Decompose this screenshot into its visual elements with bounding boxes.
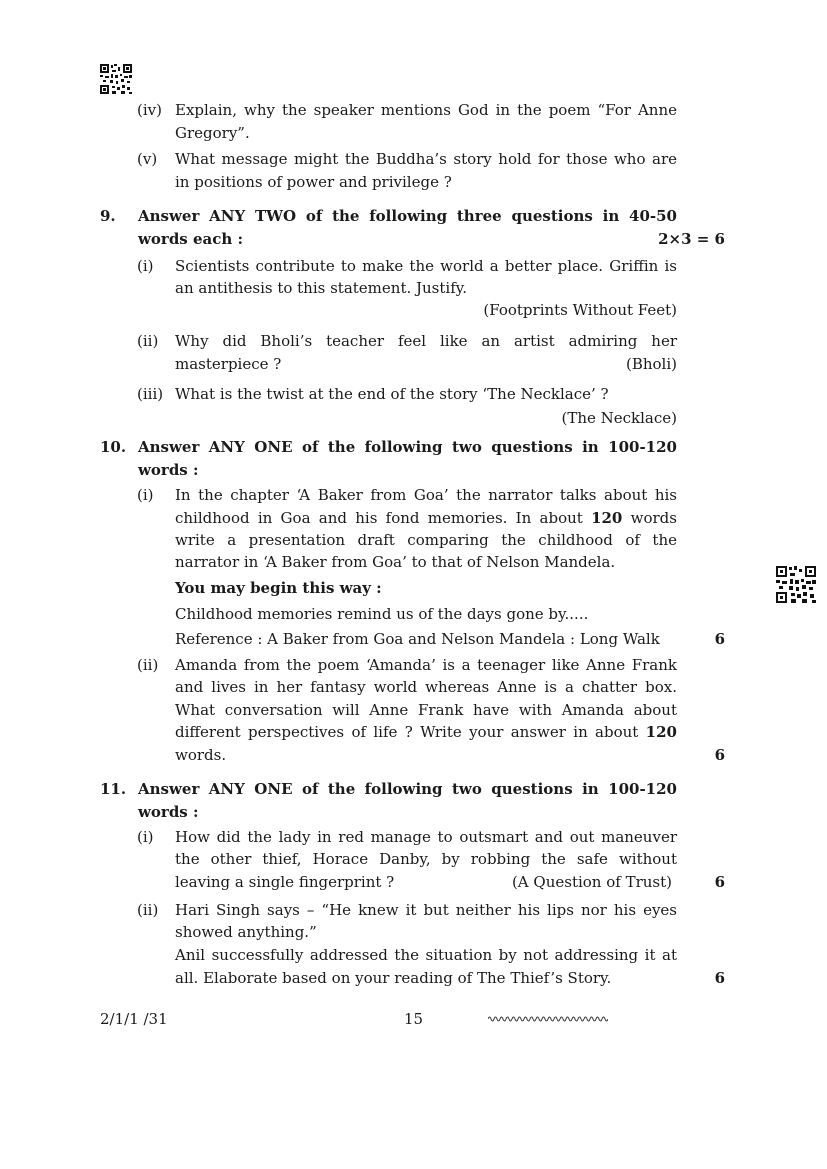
q10-i-line4: narrator in ‘A Baker from Goa’ to that of Nelson Mandela.	[175, 553, 616, 571]
q9-heading-line2: words each :	[138, 230, 244, 248]
q9-ii-line2: masterpiece ?	[175, 355, 282, 373]
q11-heading-line1: Answer ANY ONE of the following two questions in 100-120	[138, 780, 677, 798]
q11-i-number: (i)	[137, 828, 154, 846]
q11-heading-line2: words :	[138, 803, 199, 821]
q9-iii-line1: What is the twist at the end of the story ‘The Necklace’ ?	[175, 385, 609, 403]
q11-ii-line3: Anil successfully addressed the situation by not addressing it at	[175, 946, 677, 964]
qr-code-side-icon	[776, 566, 816, 603]
q9-heading-line1: Answer ANY TWO of the following three questions in 40-50	[138, 207, 677, 225]
q10-number: 10.	[100, 438, 127, 456]
page-number: 15	[404, 1010, 424, 1028]
q11-number: 11.	[100, 780, 127, 798]
qr-code-top-icon	[100, 64, 132, 94]
q8-iv-number: (iv)	[137, 101, 162, 119]
q10-i-begin-label: You may begin this way :	[175, 579, 382, 597]
wavy-line-icon	[488, 1015, 608, 1023]
q10-ii-marks: 6	[714, 746, 725, 764]
q11-i-source: (A Question of Trust)	[511, 873, 672, 891]
q9-ii-line1: Why did Bholi’s teacher feel like an artist admiring her	[175, 332, 677, 350]
q8-v-line1: What message might the Buddha’s story hold for those who are	[175, 150, 677, 168]
q9-iii-number: (iii)	[137, 385, 164, 403]
q11-ii-marks: 6	[714, 969, 725, 987]
q10-i-line3: write a presentation draft comparing the childhood of the	[175, 531, 677, 549]
q9-i-line2: an antithesis to this statement. Justify.	[175, 279, 468, 297]
q8-iv-line2: Gregory”.	[175, 124, 250, 142]
paper-code: 2/1/1 /31	[100, 1010, 168, 1028]
q8-v-line2: in positions of power and privilege ?	[175, 173, 452, 191]
q8-v-number: (v)	[137, 150, 158, 168]
q11-i-line3: leaving a single fingerprint ?	[175, 873, 395, 891]
q10-i-marks: 6	[714, 630, 725, 648]
q10-ii-word-count: 120	[645, 723, 677, 741]
q10-i-reference: Reference : A Baker from Goa and Nelson Mandela : Long Walk	[175, 630, 660, 648]
q11-i-line1: How did the lady in red manage to outsmart and out maneuver	[175, 828, 677, 846]
q10-heading-line1: Answer ANY ONE of the following two questions in 100-120	[138, 438, 677, 456]
q10-i-line2-end: words	[630, 509, 677, 527]
q10-ii-line3: What conversation will Anne Frank have with Amanda about	[175, 701, 677, 719]
q9-number: 9.	[100, 207, 116, 225]
q10-i-line2	[175, 507, 677, 530]
q10-heading-line2: words :	[138, 461, 199, 479]
q10-i-line1: In the chapter ‘A Baker from Goa’ the narrator talks about his	[175, 486, 677, 504]
q11-i-line2: the other thief, Horace Danby, by robbing the safe without	[175, 850, 677, 868]
q10-ii-line4-text: different perspectives of life ? Write your answer in about	[175, 723, 639, 741]
q10-ii-line1: Amanda from the poem ‘Amanda’ is a teenager like Anne Frank	[175, 656, 677, 674]
q10-ii-line5: words.	[175, 746, 227, 764]
q10-i-word-count: 120	[591, 509, 623, 527]
q9-i-number: (i)	[137, 257, 154, 275]
q9-marks: 2×3 = 6	[658, 230, 725, 248]
q9-ii-source: (Bholi)	[625, 355, 677, 373]
q9-iii-source: (The Necklace)	[561, 409, 677, 427]
q9-ii-number: (ii)	[137, 332, 159, 350]
q10-i-begin-text: Childhood memories remind us of the days gone by.....	[175, 605, 589, 623]
q9-i-source: (Footprints Without Feet)	[483, 301, 677, 319]
q8-iv-line1: Explain, why the speaker mentions God in the poem “For Anne	[175, 101, 677, 119]
q11-i-marks: 6	[714, 873, 725, 891]
q10-ii-number: (ii)	[137, 656, 159, 674]
q10-i-number: (i)	[137, 486, 154, 504]
q11-ii-line4: all. Elaborate based on your reading of The Thief’s Story.	[175, 969, 612, 987]
q10-ii-line4	[175, 721, 677, 744]
q11-ii-number: (ii)	[137, 901, 159, 919]
q9-i-line1: Scientists contribute to make the world a better place. Griffin is	[175, 257, 677, 275]
q10-i-line2-text: childhood in Goa and his fond memories. In about	[175, 509, 583, 527]
q11-ii-line1: Hari Singh says – “He knew it but neither his lips nor his eyes	[175, 901, 677, 919]
q11-ii-line2: showed anything.”	[175, 923, 317, 941]
q10-ii-line2: and lives in her fantasy world whereas Anne is a chatter box.	[175, 678, 677, 696]
